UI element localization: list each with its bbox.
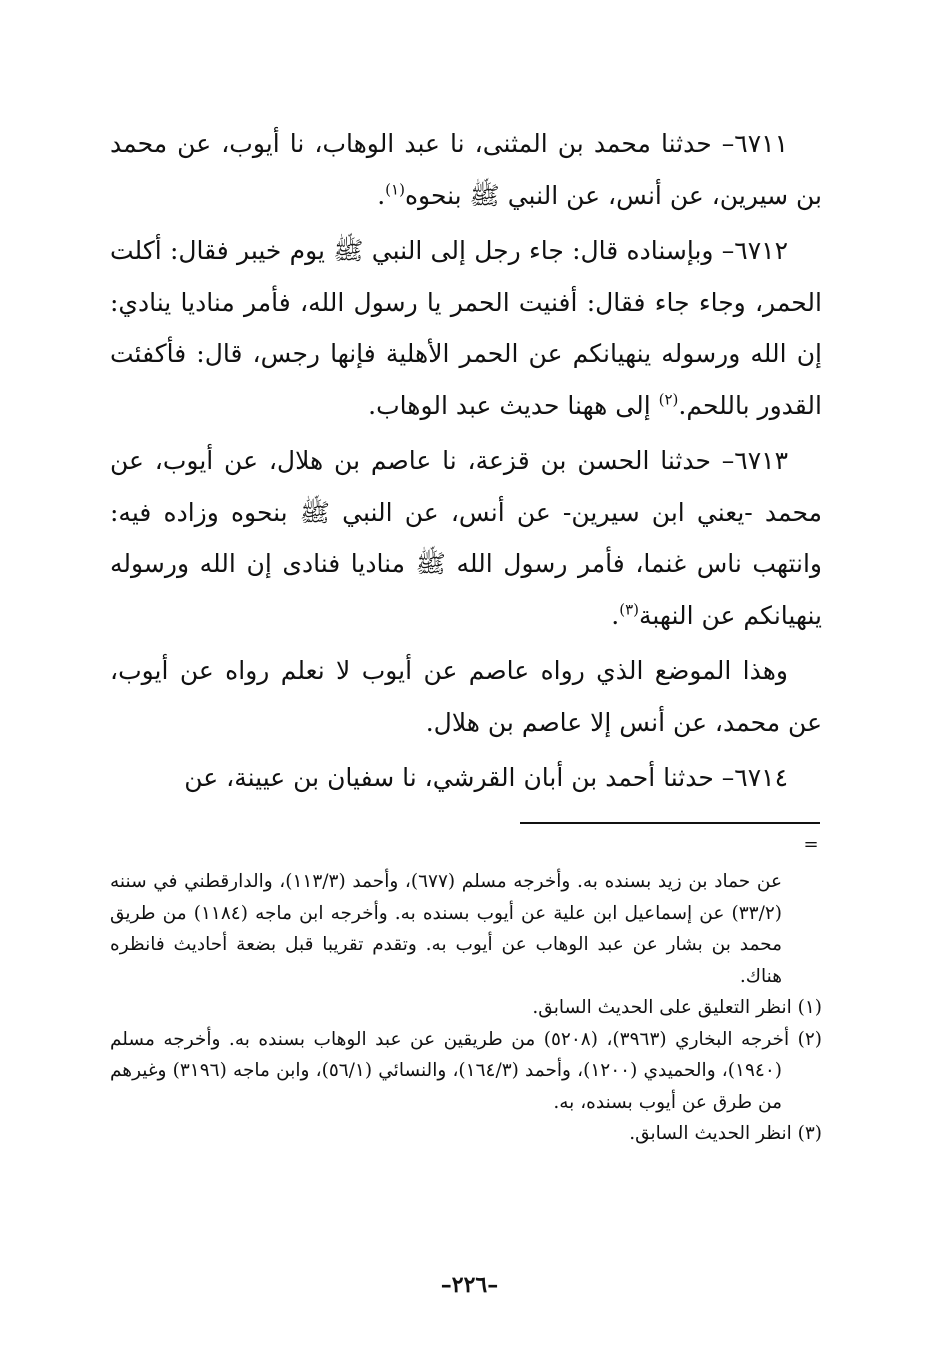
footnote-marker: (٣) — [619, 600, 639, 619]
paragraph-text: ٦٧١٤– حدثنا أحمد بن أبان القرشي، نا سفيان بن عيينة، عن — [184, 763, 788, 792]
footnote-2: (٢) أخرجه البخاري (٣٩٦٣)، (٥٢٠٨) من طريقين عن عبد الوهاب بسنده به. وأخرجه مسلم (١٩٤٠)، والحميدي (١٢٠٠)، وأحمد (١٦٤/٣)، والنسائي (٥٦/١)، وابن ماجه (٣١٩٦) وغيرهم من طرق عن أيوب بسنده، به. — [110, 1028, 822, 1113]
paragraph-text: ٦٧١٣– حدثنا الحسن بن قزعة، نا عاصم بن هلال، عن أيوب، عن محمد -يعني ابن سيرين- عن أنس، عن النبي ﷺ بنحوه وزاده فيه: وانتهب ناس غنما، فأمر رسول الله ﷺ مناديا فنادى إن الله ورسوله ينهيانكم عن النهبة — [110, 446, 822, 630]
footnote-marker: (١) — [385, 180, 405, 199]
footnotes — [110, 866, 822, 1150]
footnote-divider — [520, 822, 820, 824]
paragraph-text: ٦٧١٢– وبإسناده قال: جاء رجل إلى النبي ﷺ يوم خيبر فقال: أكلت الحمر، وجاء جاء فقال: أفنيت الحمر يا رسول الله، فأمر مناديا ينادي: إن الله ورسوله ينهيانكم عن الحمر الأهلية فإنها رجس، قال: فأكفئت القدور باللحم. — [110, 236, 822, 420]
continuation-mark: = — [803, 834, 819, 855]
paragraph-text-end: . — [377, 180, 386, 210]
hadith-6714 — [110, 752, 822, 804]
footnote-3: (٣) انظر الحديث السابق. — [629, 1123, 822, 1144]
page-number: –٢٢٦– — [440, 1272, 499, 1298]
commentary-paragraph — [110, 645, 822, 748]
footnote-marker: (٢) — [658, 390, 679, 409]
paragraph-text: وهذا الموضع الذي رواه عاصم عن أيوب لا نعلم رواه عن أيوب، عن محمد، عن أنس إلا عاصم بن هلال. — [110, 656, 822, 737]
hadith-6713 — [110, 435, 822, 641]
hadith-6712 — [110, 225, 822, 431]
paragraph-text: ٦٧١١– حدثنا محمد بن المثنى، نا عبد الوهاب، نا أيوب، عن محمد بن سيرين، عن أنس، عن النبي ﷺ بنحوه — [110, 129, 822, 210]
main-text — [110, 118, 822, 808]
hadith-6711 — [110, 118, 822, 221]
paragraph-text-end: إلى ههنا حديث عبد الوهاب. — [368, 390, 659, 420]
footnote-1: (١) انظر التعليق على الحديث السابق. — [532, 997, 822, 1018]
paragraph-text-end: . — [611, 600, 620, 630]
footnote-continued: عن حماد بن زيد بسنده به. وأخرجه مسلم (٦٧٧)، وأحمد (١١٣/٣)، والدارقطني في سننه (٣٣/٢) عن إسماعيل ابن علية عن أيوب بسنده به. وأخرجه ابن ماجه (١١٨٤) من طريق محمد بن بشار عن عبد الوهاب عن أيوب به. وتقدم تقريبا قبل بضعة أحاديث فانظره هناك. — [110, 871, 783, 987]
